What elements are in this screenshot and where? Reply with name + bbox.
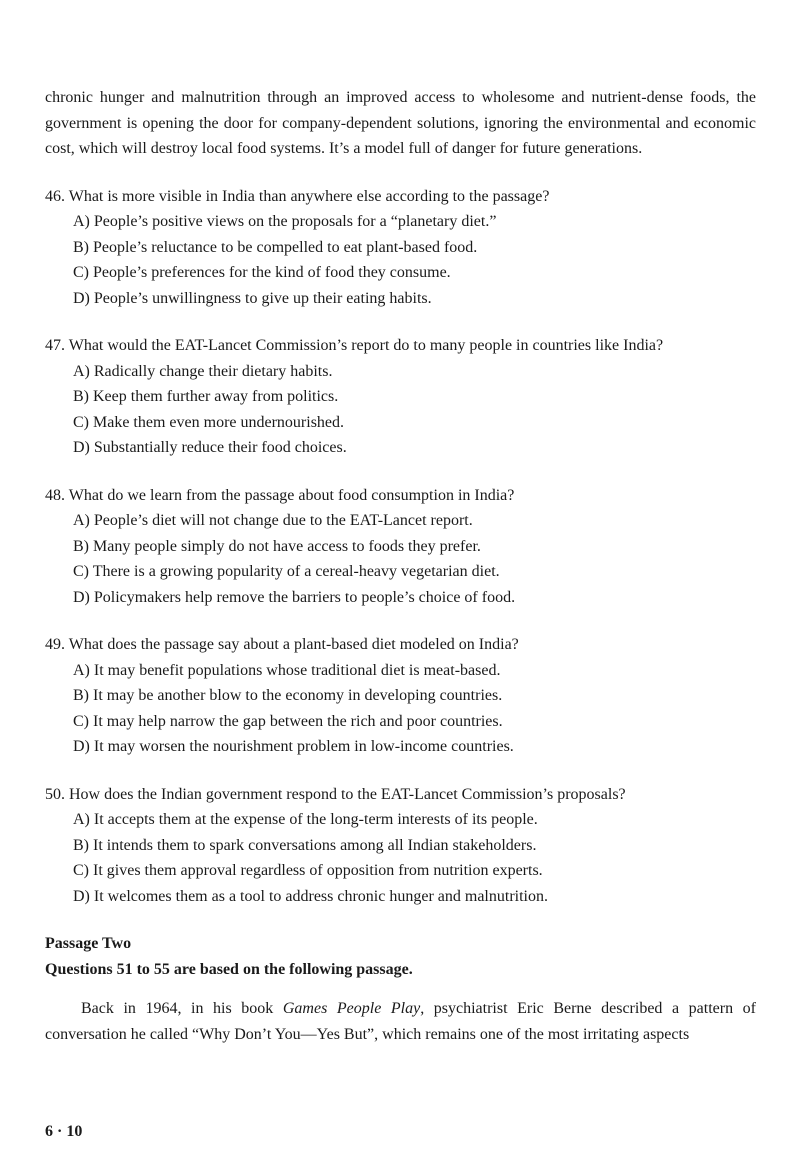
- question-48: [45, 483, 756, 611]
- passage-two-paragraph: [45, 996, 756, 1047]
- question-stem: 48. What do we learn from the passage about food consumption in India?: [45, 486, 515, 504]
- question-stem: 50. How does the Indian government respond to the EAT-Lancet Commission’s proposals?: [45, 785, 626, 803]
- question-46: [45, 184, 756, 312]
- book-title: Games People Play: [282, 1000, 421, 1017]
- question-option: A) It may benefit populations whose traditional diet is meat-based.: [73, 661, 501, 679]
- question-option: C) People’s preferences for the kind of food they consume.: [73, 264, 451, 281]
- passage-two-header: [45, 931, 756, 982]
- question-stem: 46. What is more visible in India than anywhere else according to the passage?: [45, 187, 550, 205]
- page-content: [45, 85, 756, 1047]
- question-option: D) People’s unwillingness to give up their eating habits.: [73, 289, 432, 307]
- page-number: 6 · 10: [45, 1123, 83, 1140]
- question-option: C) There is a growing popularity of a cereal-heavy vegetarian diet.: [73, 563, 500, 580]
- passage-text-before: Back in 1964, in his book: [81, 1000, 283, 1017]
- question-option: D) It welcomes them as a tool to address chronic hunger and malnutrition.: [73, 887, 548, 905]
- question-option: C) Make them even more undernourished.: [73, 413, 345, 431]
- question-option: B) Keep them further away from politics.: [73, 388, 339, 405]
- question-option: C) It may help narrow the gap between the rich and poor countries.: [73, 712, 503, 730]
- passage-two-instruction: Questions 51 to 55 are based on the following passage.: [45, 960, 413, 978]
- question-option: D) It may worsen the nourishment problem in low-income countries.: [73, 738, 514, 755]
- passage-two-title: Passage Two: [45, 935, 132, 952]
- question-47: [45, 333, 756, 461]
- question-49: [45, 632, 756, 760]
- question-stem: 47. What would the EAT-Lancet Commission’s report do to many people in countries like India?: [45, 337, 664, 354]
- question-option: A) It accepts them at the expense of the long-term interests of its people.: [73, 811, 538, 828]
- question-option: D) Policymakers help remove the barriers to people’s choice of food.: [73, 588, 516, 606]
- question-option: A) Radically change their dietary habits.: [73, 362, 333, 380]
- question-option: A) People’s positive views on the proposals for a “planetary diet.”: [73, 213, 497, 230]
- question-option: B) People’s reluctance to be compelled to eat plant-based food.: [73, 238, 478, 256]
- question-option: C) It gives them approval regardless of opposition from nutrition experts.: [73, 862, 543, 879]
- question-option: B) Many people simply do not have access to foods they prefer.: [73, 537, 481, 555]
- question-option: B) It may be another blow to the economy in developing countries.: [73, 687, 503, 704]
- question-stem: 49. What does the passage say about a plant-based diet modeled on India?: [45, 636, 519, 653]
- question-option: A) People’s diet will not change due to the EAT-Lancet report.: [73, 512, 473, 529]
- passage-text-after: , psychiatrist Eric Berne described a pattern of conversation he called “Why Don’t You—Yes But”, which remains one of the most irritating aspects: [45, 1000, 756, 1043]
- question-option: D) Substantially reduce their food choices.: [73, 439, 347, 456]
- intro-paragraph: chronic hunger and malnutrition through an improved access to wholesome and nutrient-dense foods, the government is opening the door for company-dependent solutions, ignoring the environmental and economic cost, which will destroy local food systems. It’s a model full of danger for future generations.: [45, 89, 756, 157]
- question-50: [45, 782, 756, 910]
- question-option: B) It intends them to spark conversations among all Indian stakeholders.: [73, 836, 537, 854]
